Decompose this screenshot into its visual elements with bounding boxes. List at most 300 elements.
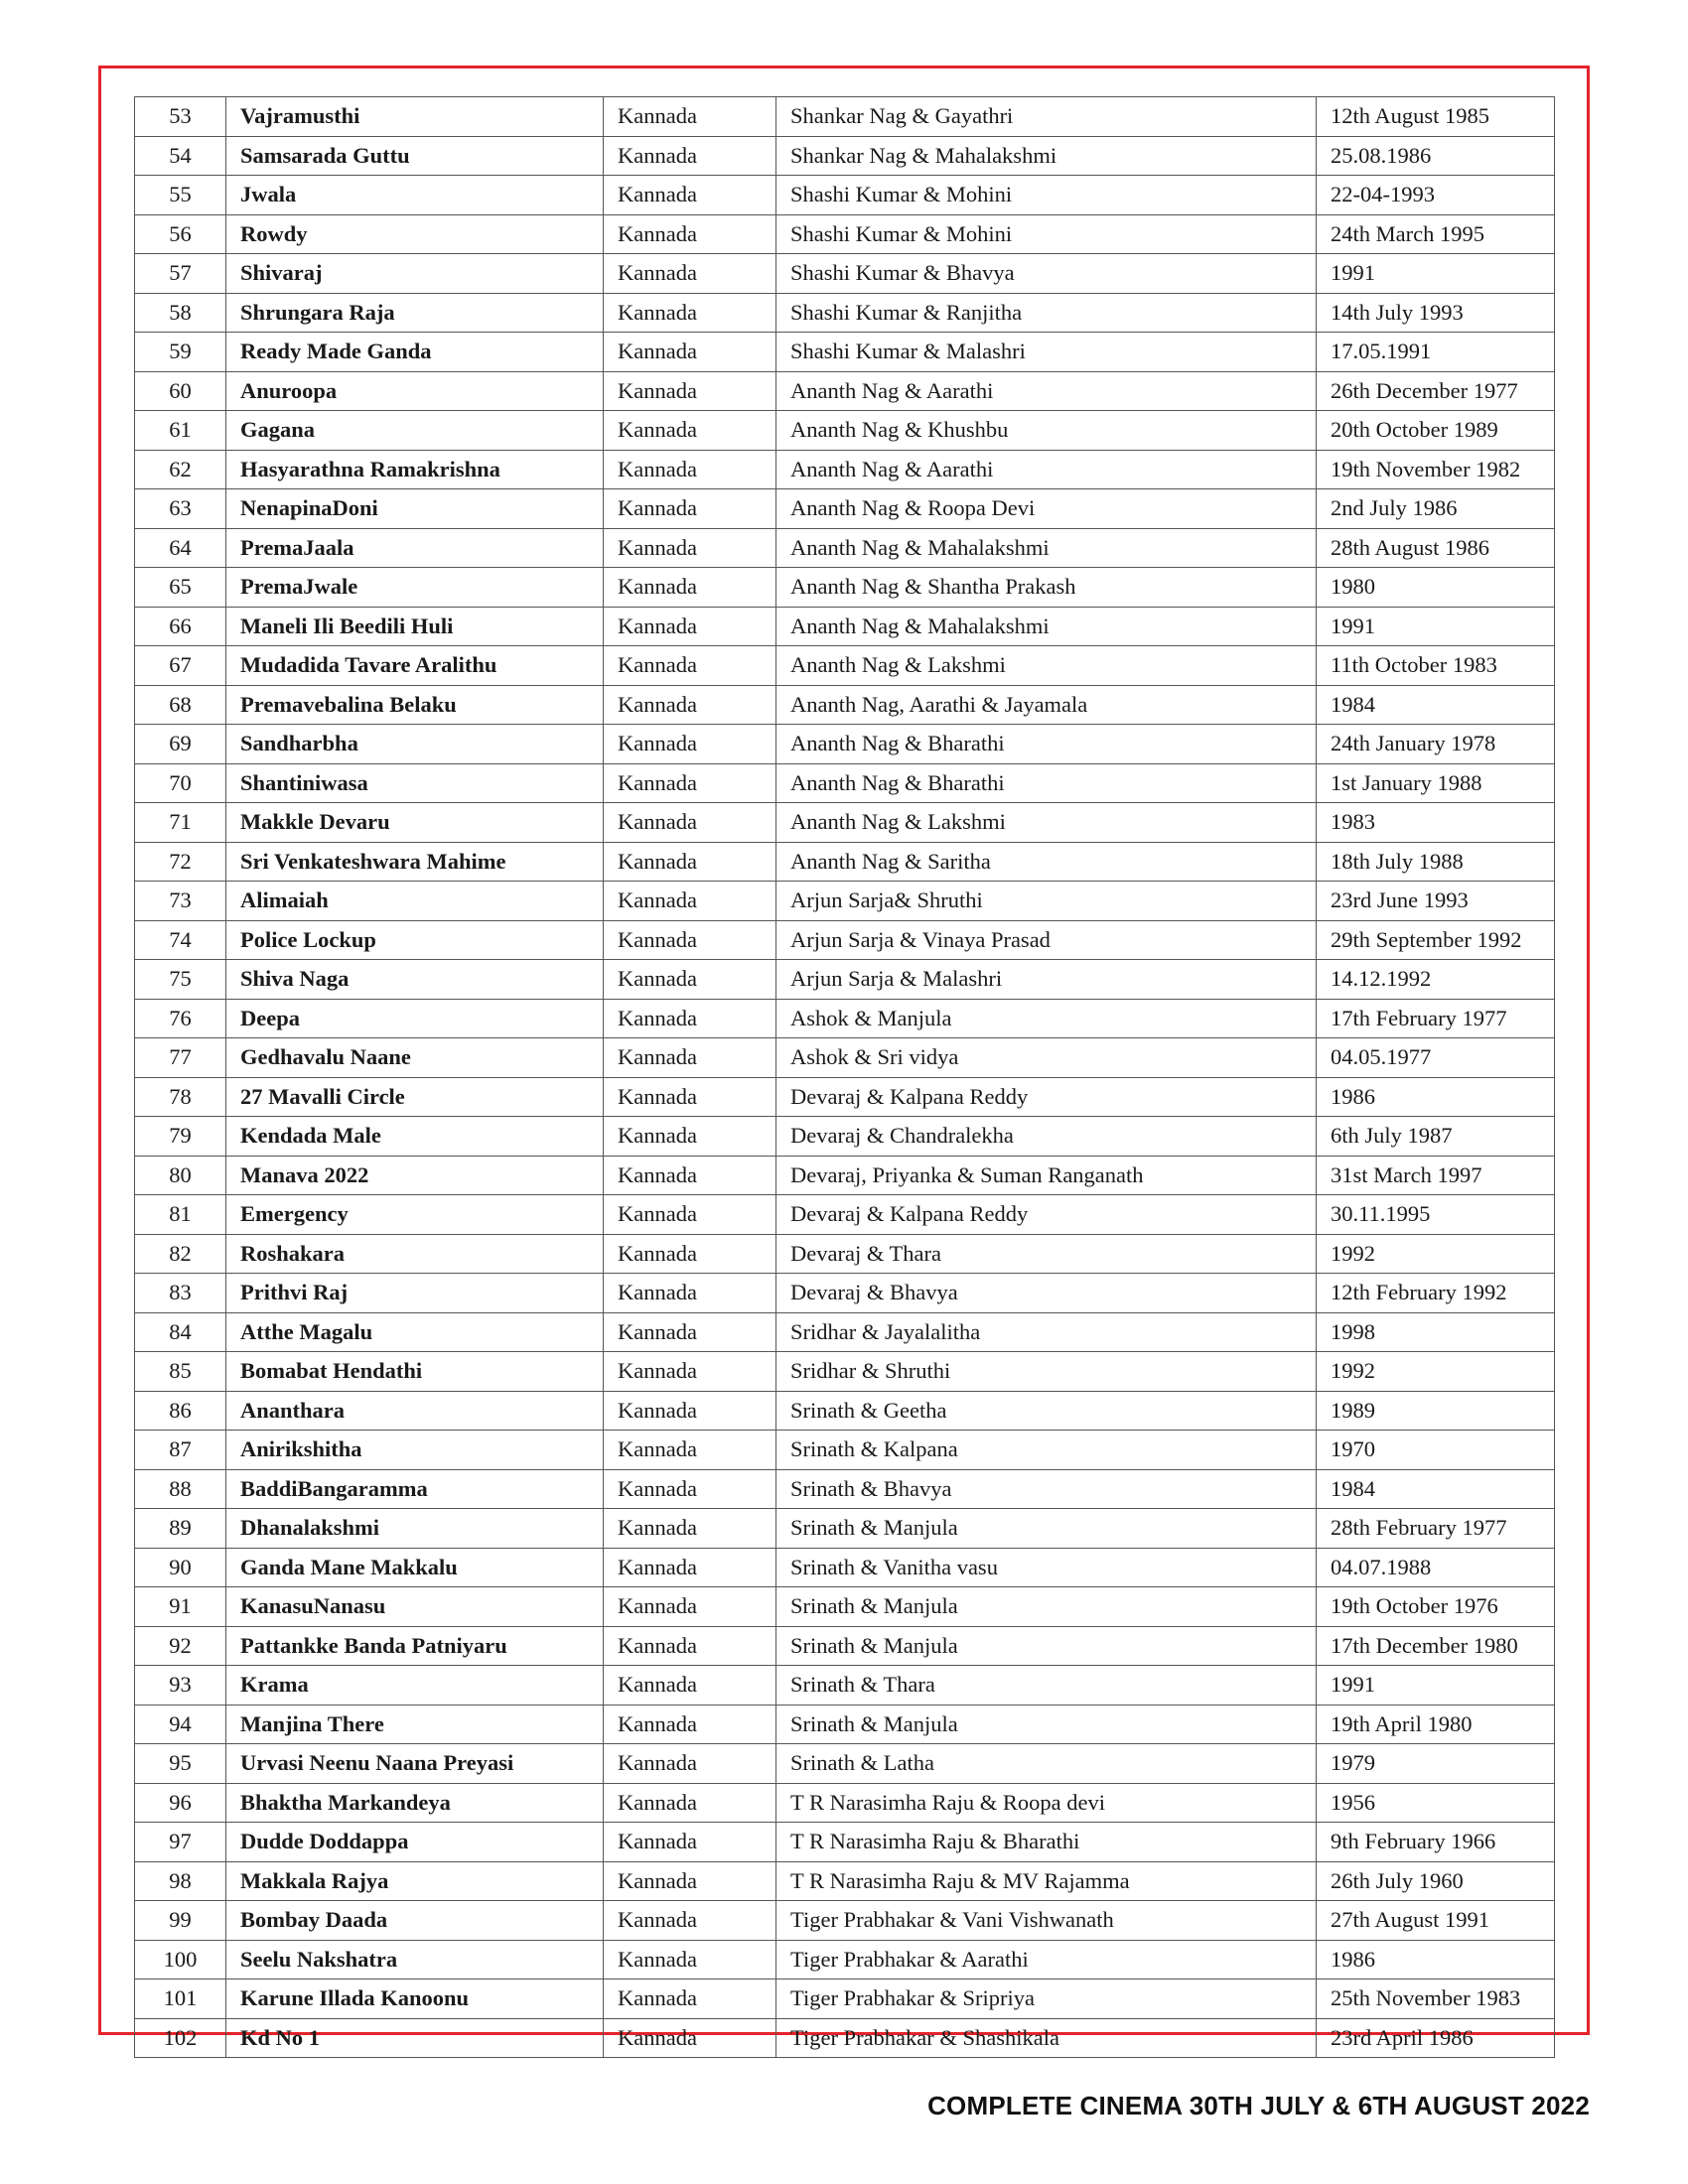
table-row <box>135 1352 1555 1392</box>
release-date: 1998 <box>1317 1312 1555 1352</box>
film-title: Ganda Mane Makkalu <box>226 1548 604 1587</box>
serial-number: 63 <box>135 489 226 529</box>
table-row <box>135 1234 1555 1274</box>
release-date: 28th August 1986 <box>1317 528 1555 568</box>
film-language: Kannada <box>604 1274 776 1313</box>
film-cast: Srinath & Bhavya <box>776 1469 1317 1509</box>
serial-number: 78 <box>135 1077 226 1117</box>
table-row <box>135 1744 1555 1784</box>
film-language: Kannada <box>604 1626 776 1666</box>
serial-number: 61 <box>135 411 226 451</box>
release-date: 1991 <box>1317 1666 1555 1706</box>
table-row <box>135 882 1555 921</box>
serial-number: 59 <box>135 333 226 372</box>
film-title: Gagana <box>226 411 604 451</box>
release-date: 12th February 1992 <box>1317 1274 1555 1313</box>
film-title: Urvasi Neenu Naana Preyasi <box>226 1744 604 1784</box>
serial-number: 62 <box>135 450 226 489</box>
release-date: 1983 <box>1317 803 1555 843</box>
release-date: 6th July 1987 <box>1317 1117 1555 1157</box>
serial-number: 86 <box>135 1391 226 1431</box>
film-language: Kannada <box>604 1156 776 1195</box>
table-row <box>135 568 1555 608</box>
table-row <box>135 333 1555 372</box>
film-title: NenapinaDoni <box>226 489 604 529</box>
film-language: Kannada <box>604 1195 776 1235</box>
table-row <box>135 1274 1555 1313</box>
release-date: 1986 <box>1317 1940 1555 1979</box>
film-title: Deepa <box>226 999 604 1038</box>
release-date: 9th February 1966 <box>1317 1823 1555 1862</box>
film-cast: Devaraj & Thara <box>776 1234 1317 1274</box>
film-language: Kannada <box>604 214 776 254</box>
release-date: 1984 <box>1317 685 1555 725</box>
film-title: Bomabat Hendathi <box>226 1352 604 1392</box>
film-title: Manjina There <box>226 1705 604 1744</box>
serial-number: 76 <box>135 999 226 1038</box>
film-title: 27 Mavalli Circle <box>226 1077 604 1117</box>
table-row <box>135 607 1555 646</box>
table-row <box>135 1705 1555 1744</box>
film-title: Kd No 1 <box>226 2018 604 2058</box>
serial-number: 65 <box>135 568 226 608</box>
release-date: 25th November 1983 <box>1317 1979 1555 2019</box>
film-title: Jwala <box>226 176 604 215</box>
table-row <box>135 1940 1555 1979</box>
table-row <box>135 1156 1555 1195</box>
release-date: 04.05.1977 <box>1317 1038 1555 1078</box>
film-title: KanasuNanasu <box>226 1587 604 1627</box>
film-language: Kannada <box>604 763 776 803</box>
table-row <box>135 1548 1555 1587</box>
film-title: Anirikshitha <box>226 1431 604 1470</box>
serial-number: 64 <box>135 528 226 568</box>
table-row <box>135 136 1555 176</box>
table-row <box>135 97 1555 137</box>
film-language: Kannada <box>604 1861 776 1901</box>
serial-number: 80 <box>135 1156 226 1195</box>
film-cast: Tiger Prabhakar & Sripriya <box>776 1979 1317 2019</box>
serial-number: 72 <box>135 842 226 882</box>
release-date: 1992 <box>1317 1352 1555 1392</box>
film-language: Kannada <box>604 293 776 333</box>
serial-number: 77 <box>135 1038 226 1078</box>
film-language: Kannada <box>604 685 776 725</box>
serial-number: 98 <box>135 1861 226 1901</box>
film-language: Kannada <box>604 1587 776 1627</box>
film-title: Makkle Devaru <box>226 803 604 843</box>
film-cast: Ananth Nag & Bharathi <box>776 763 1317 803</box>
film-language: Kannada <box>604 1431 776 1470</box>
film-language: Kannada <box>604 1666 776 1706</box>
film-title: Shrungara Raja <box>226 293 604 333</box>
serial-number: 89 <box>135 1509 226 1549</box>
film-cast: Ananth Nag & Lakshmi <box>776 646 1317 686</box>
serial-number: 94 <box>135 1705 226 1744</box>
film-language: Kannada <box>604 1391 776 1431</box>
film-language: Kannada <box>604 999 776 1038</box>
film-cast: Ananth Nag & Lakshmi <box>776 803 1317 843</box>
film-cast: Shankar Nag & Mahalakshmi <box>776 136 1317 176</box>
film-title: Ready Made Ganda <box>226 333 604 372</box>
table-row <box>135 763 1555 803</box>
film-title: Vajramusthi <box>226 97 604 137</box>
serial-number: 100 <box>135 1940 226 1979</box>
film-cast: T R Narasimha Raju & Bharathi <box>776 1823 1317 1862</box>
film-cast: Shashi Kumar & Malashri <box>776 333 1317 372</box>
release-date: 1970 <box>1317 1431 1555 1470</box>
serial-number: 67 <box>135 646 226 686</box>
release-date: 29th September 1992 <box>1317 920 1555 960</box>
serial-number: 53 <box>135 97 226 137</box>
film-language: Kannada <box>604 333 776 372</box>
release-date: 17.05.1991 <box>1317 333 1555 372</box>
table-row <box>135 960 1555 1000</box>
film-title: Krama <box>226 1666 604 1706</box>
serial-number: 92 <box>135 1626 226 1666</box>
release-date: 1991 <box>1317 254 1555 294</box>
film-language: Kannada <box>604 568 776 608</box>
release-date: 20th October 1989 <box>1317 411 1555 451</box>
table-row <box>135 1038 1555 1078</box>
film-list-body <box>135 97 1555 2058</box>
film-title: Anuroopa <box>226 371 604 411</box>
film-language: Kannada <box>604 1117 776 1157</box>
film-cast: Sridhar & Jayalalitha <box>776 1312 1317 1352</box>
film-cast: Ananth Nag & Aarathi <box>776 450 1317 489</box>
release-date: 30.11.1995 <box>1317 1195 1555 1235</box>
release-date: 1st January 1988 <box>1317 763 1555 803</box>
release-date: 19th October 1976 <box>1317 1587 1555 1627</box>
film-title: Shantiniwasa <box>226 763 604 803</box>
film-title: Atthe Magalu <box>226 1312 604 1352</box>
film-title: PremaJaala <box>226 528 604 568</box>
film-title: Bhaktha Markandeya <box>226 1783 604 1823</box>
table-row <box>135 920 1555 960</box>
release-date: 04.07.1988 <box>1317 1548 1555 1587</box>
film-cast: Ananth Nag & Saritha <box>776 842 1317 882</box>
film-language: Kannada <box>604 528 776 568</box>
film-language: Kannada <box>604 1312 776 1352</box>
film-cast: T R Narasimha Raju & MV Rajamma <box>776 1861 1317 1901</box>
table-row <box>135 1117 1555 1157</box>
release-date: 31st March 1997 <box>1317 1156 1555 1195</box>
serial-number: 101 <box>135 1979 226 2019</box>
release-date: 1984 <box>1317 1469 1555 1509</box>
release-date: 22-04-1993 <box>1317 176 1555 215</box>
serial-number: 99 <box>135 1901 226 1941</box>
table-row <box>135 293 1555 333</box>
film-cast: Tiger Prabhakar & Vani Vishwanath <box>776 1901 1317 1941</box>
film-cast: Ashok & Manjula <box>776 999 1317 1038</box>
serial-number: 81 <box>135 1195 226 1235</box>
release-date: 26th December 1977 <box>1317 371 1555 411</box>
film-cast: Ananth Nag & Mahalakshmi <box>776 607 1317 646</box>
film-cast: Ananth Nag & Khushbu <box>776 411 1317 451</box>
film-cast: Ananth Nag & Shantha Prakash <box>776 568 1317 608</box>
table-row <box>135 1431 1555 1470</box>
film-language: Kannada <box>604 1901 776 1941</box>
film-cast: Srinath & Manjula <box>776 1509 1317 1549</box>
film-title: Karune Illada Kanoonu <box>226 1979 604 2019</box>
table-row <box>135 803 1555 843</box>
film-cast: Devaraj & Kalpana Reddy <box>776 1077 1317 1117</box>
film-title: Gedhavalu Naane <box>226 1038 604 1078</box>
film-cast: Ananth Nag & Bharathi <box>776 725 1317 764</box>
film-cast: Tiger Prabhakar & Shashikala <box>776 2018 1317 2058</box>
table-row <box>135 999 1555 1038</box>
table-row <box>135 1195 1555 1235</box>
release-date: 14.12.1992 <box>1317 960 1555 1000</box>
serial-number: 102 <box>135 2018 226 2058</box>
film-language: Kannada <box>604 136 776 176</box>
film-language: Kannada <box>604 254 776 294</box>
film-language: Kannada <box>604 1509 776 1549</box>
table-row <box>135 1666 1555 1706</box>
table-row <box>135 489 1555 529</box>
release-date: 18th July 1988 <box>1317 842 1555 882</box>
release-date: 1956 <box>1317 1783 1555 1823</box>
serial-number: 75 <box>135 960 226 1000</box>
film-language: Kannada <box>604 960 776 1000</box>
serial-number: 58 <box>135 293 226 333</box>
film-title: Sri Venkateshwara Mahime <box>226 842 604 882</box>
film-language: Kannada <box>604 882 776 921</box>
serial-number: 69 <box>135 725 226 764</box>
film-cast: Srinath & Manjula <box>776 1705 1317 1744</box>
table-row <box>135 450 1555 489</box>
serial-number: 70 <box>135 763 226 803</box>
film-title: Maneli Ili Beedili Huli <box>226 607 604 646</box>
table-row <box>135 842 1555 882</box>
film-title: Shiva Naga <box>226 960 604 1000</box>
release-date: 19th April 1980 <box>1317 1705 1555 1744</box>
release-date: 1980 <box>1317 568 1555 608</box>
serial-number: 87 <box>135 1431 226 1470</box>
serial-number: 73 <box>135 882 226 921</box>
film-language: Kannada <box>604 1548 776 1587</box>
serial-number: 95 <box>135 1744 226 1784</box>
table-row <box>135 725 1555 764</box>
film-cast: Ananth Nag & Mahalakshmi <box>776 528 1317 568</box>
film-cast: Devaraj & Bhavya <box>776 1274 1317 1313</box>
release-date: 23rd April 1986 <box>1317 2018 1555 2058</box>
film-language: Kannada <box>604 1077 776 1117</box>
film-language: Kannada <box>604 1744 776 1784</box>
serial-number: 90 <box>135 1548 226 1587</box>
table-row <box>135 2018 1555 2058</box>
film-language: Kannada <box>604 1234 776 1274</box>
film-language: Kannada <box>604 646 776 686</box>
film-cast: Srinath & Geetha <box>776 1391 1317 1431</box>
film-title: Premavebalina Belaku <box>226 685 604 725</box>
film-title: Prithvi Raj <box>226 1274 604 1313</box>
film-title: Dudde Doddappa <box>226 1823 604 1862</box>
table-row <box>135 176 1555 215</box>
film-title: Makkala Rajya <box>226 1861 604 1901</box>
serial-number: 91 <box>135 1587 226 1627</box>
film-title: Roshakara <box>226 1234 604 1274</box>
film-language: Kannada <box>604 1038 776 1078</box>
serial-number: 56 <box>135 214 226 254</box>
film-language: Kannada <box>604 1940 776 1979</box>
film-language: Kannada <box>604 411 776 451</box>
film-language: Kannada <box>604 842 776 882</box>
release-date: 1992 <box>1317 1234 1555 1274</box>
release-date: 17th December 1980 <box>1317 1626 1555 1666</box>
table-row <box>135 214 1555 254</box>
film-title: Mudadida Tavare Aralithu <box>226 646 604 686</box>
film-cast: Ananth Nag, Aarathi & Jayamala <box>776 685 1317 725</box>
film-cast: Devaraj & Chandralekha <box>776 1117 1317 1157</box>
film-title: Bombay Daada <box>226 1901 604 1941</box>
serial-number: 71 <box>135 803 226 843</box>
film-language: Kannada <box>604 803 776 843</box>
release-date: 12th August 1985 <box>1317 97 1555 137</box>
serial-number: 82 <box>135 1234 226 1274</box>
release-date: 2nd July 1986 <box>1317 489 1555 529</box>
table-row <box>135 1783 1555 1823</box>
serial-number: 68 <box>135 685 226 725</box>
release-date: 28th February 1977 <box>1317 1509 1555 1549</box>
release-date: 1979 <box>1317 1744 1555 1784</box>
serial-number: 54 <box>135 136 226 176</box>
serial-number: 83 <box>135 1274 226 1313</box>
release-date: 19th November 1982 <box>1317 450 1555 489</box>
table-row <box>135 1823 1555 1862</box>
table-row <box>135 1469 1555 1509</box>
serial-number: 93 <box>135 1666 226 1706</box>
serial-number: 96 <box>135 1783 226 1823</box>
release-date: 17th February 1977 <box>1317 999 1555 1038</box>
release-date: 27th August 1991 <box>1317 1901 1555 1941</box>
film-title: BaddiBangaramma <box>226 1469 604 1509</box>
film-cast: Ashok & Sri vidya <box>776 1038 1317 1078</box>
film-title: PremaJwale <box>226 568 604 608</box>
film-cast: Arjun Sarja & Malashri <box>776 960 1317 1000</box>
film-cast: Arjun Sarja & Vinaya Prasad <box>776 920 1317 960</box>
film-language: Kannada <box>604 1352 776 1392</box>
film-title: Ananthara <box>226 1391 604 1431</box>
film-language: Kannada <box>604 1823 776 1862</box>
film-title: Hasyarathna Ramakrishna <box>226 450 604 489</box>
film-cast: Srinath & Thara <box>776 1666 1317 1706</box>
table-row <box>135 1626 1555 1666</box>
film-language: Kannada <box>604 607 776 646</box>
table-row <box>135 1391 1555 1431</box>
film-language: Kannada <box>604 371 776 411</box>
film-title: Dhanalakshmi <box>226 1509 604 1549</box>
film-language: Kannada <box>604 2018 776 2058</box>
release-date: 1991 <box>1317 607 1555 646</box>
film-title: Sandharbha <box>226 725 604 764</box>
table-row <box>135 1861 1555 1901</box>
serial-number: 84 <box>135 1312 226 1352</box>
film-cast: Devaraj, Priyanka & Suman Ranganath <box>776 1156 1317 1195</box>
serial-number: 60 <box>135 371 226 411</box>
film-title: Rowdy <box>226 214 604 254</box>
film-cast: T R Narasimha Raju & Roopa devi <box>776 1783 1317 1823</box>
serial-number: 74 <box>135 920 226 960</box>
release-date: 24th March 1995 <box>1317 214 1555 254</box>
page-footer: COMPLETE CINEMA 30TH JULY & 6TH AUGUST 2022 <box>927 2091 1590 2120</box>
film-language: Kannada <box>604 97 776 137</box>
serial-number: 97 <box>135 1823 226 1862</box>
release-date: 1986 <box>1317 1077 1555 1117</box>
release-date: 25.08.1986 <box>1317 136 1555 176</box>
film-cast: Srinath & Kalpana <box>776 1431 1317 1470</box>
table-row <box>135 254 1555 294</box>
film-cast: Ananth Nag & Aarathi <box>776 371 1317 411</box>
film-cast: Ananth Nag & Roopa Devi <box>776 489 1317 529</box>
film-title: Kendada Male <box>226 1117 604 1157</box>
film-cast: Shashi Kumar & Ranjitha <box>776 293 1317 333</box>
table-row <box>135 411 1555 451</box>
film-language: Kannada <box>604 1979 776 2019</box>
film-title: Pattankke Banda Patniyaru <box>226 1626 604 1666</box>
film-cast: Srinath & Manjula <box>776 1587 1317 1627</box>
table-row <box>135 1312 1555 1352</box>
film-language: Kannada <box>604 1469 776 1509</box>
film-list-table <box>134 96 1555 2058</box>
serial-number: 55 <box>135 176 226 215</box>
film-language: Kannada <box>604 450 776 489</box>
table-row <box>135 1979 1555 2019</box>
table-row <box>135 371 1555 411</box>
film-cast: Srinath & Latha <box>776 1744 1317 1784</box>
table-row <box>135 1587 1555 1627</box>
table-row <box>135 685 1555 725</box>
table-row <box>135 1509 1555 1549</box>
release-date: 26th July 1960 <box>1317 1861 1555 1901</box>
serial-number: 66 <box>135 607 226 646</box>
film-cast: Shashi Kumar & Mohini <box>776 214 1317 254</box>
film-cast: Arjun Sarja& Shruthi <box>776 882 1317 921</box>
film-cast: Sridhar & Shruthi <box>776 1352 1317 1392</box>
film-cast: Srinath & Manjula <box>776 1626 1317 1666</box>
release-date: 24th January 1978 <box>1317 725 1555 764</box>
film-title: Seelu Nakshatra <box>226 1940 604 1979</box>
release-date: 14th July 1993 <box>1317 293 1555 333</box>
film-cast: Shankar Nag & Gayathri <box>776 97 1317 137</box>
release-date: 1989 <box>1317 1391 1555 1431</box>
film-cast: Shashi Kumar & Mohini <box>776 176 1317 215</box>
film-title: Shivaraj <box>226 254 604 294</box>
film-title: Emergency <box>226 1195 604 1235</box>
film-language: Kannada <box>604 1783 776 1823</box>
serial-number: 88 <box>135 1469 226 1509</box>
film-title: Police Lockup <box>226 920 604 960</box>
table-row <box>135 1901 1555 1941</box>
film-language: Kannada <box>604 725 776 764</box>
film-cast: Tiger Prabhakar & Aarathi <box>776 1940 1317 1979</box>
serial-number: 85 <box>135 1352 226 1392</box>
release-date: 23rd June 1993 <box>1317 882 1555 921</box>
film-language: Kannada <box>604 920 776 960</box>
table-row <box>135 646 1555 686</box>
film-title: Samsarada Guttu <box>226 136 604 176</box>
film-cast: Srinath & Vanitha vasu <box>776 1548 1317 1587</box>
film-language: Kannada <box>604 489 776 529</box>
serial-number: 57 <box>135 254 226 294</box>
film-cast: Devaraj & Kalpana Reddy <box>776 1195 1317 1235</box>
film-language: Kannada <box>604 1705 776 1744</box>
film-language: Kannada <box>604 176 776 215</box>
table-row <box>135 1077 1555 1117</box>
film-title: Alimaiah <box>226 882 604 921</box>
film-title: Manava 2022 <box>226 1156 604 1195</box>
film-cast: Shashi Kumar & Bhavya <box>776 254 1317 294</box>
